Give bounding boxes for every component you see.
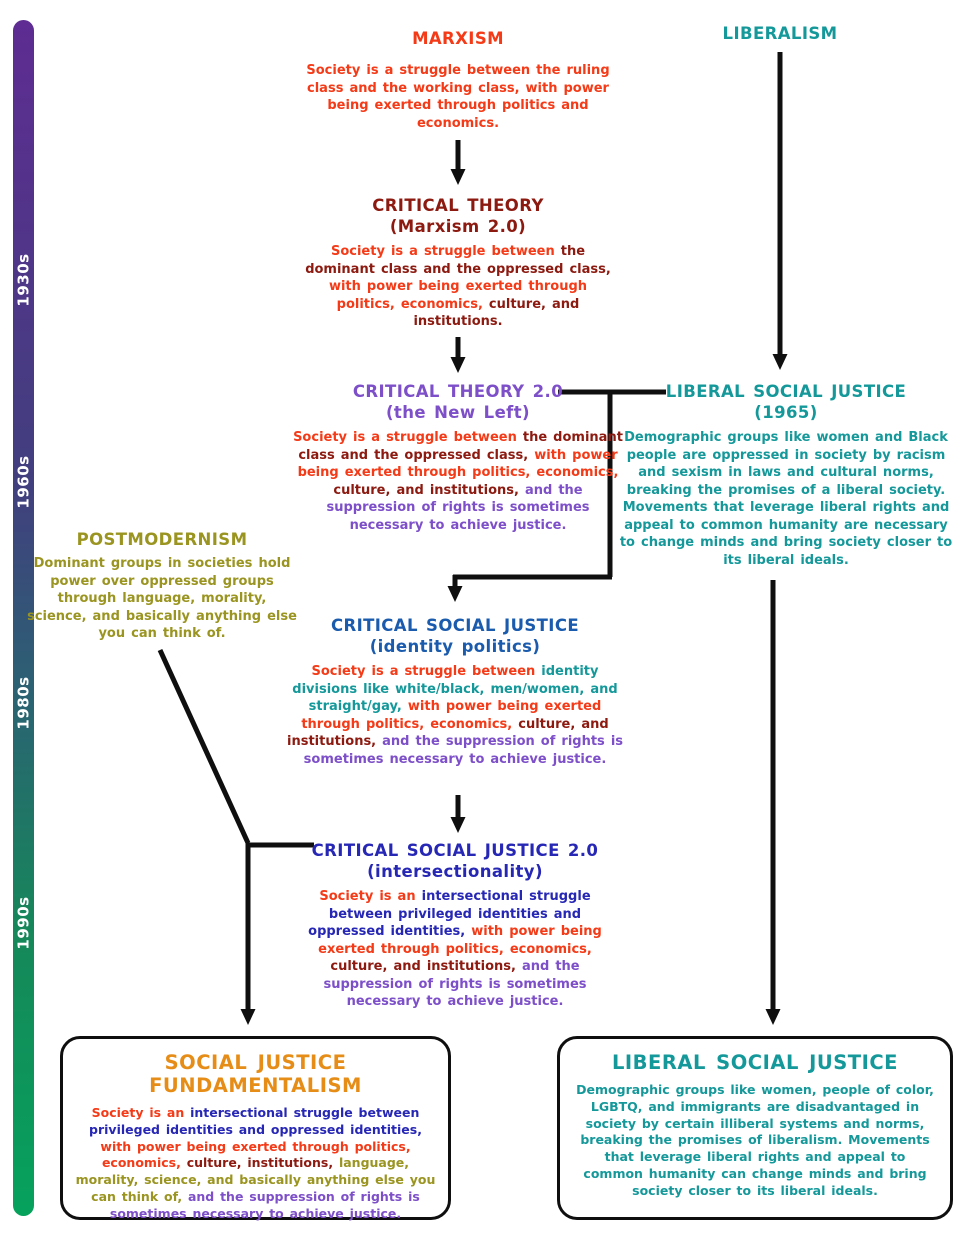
timeline-label-1930s xyxy=(13,240,34,320)
timeline-label-1990s xyxy=(13,883,34,963)
decade-label: 1930s xyxy=(14,253,33,307)
lsj-final-title: LIBERAL SOCIAL JUSTICE xyxy=(611,1051,898,1074)
critical-theory-2-subtitle: (the New Left) xyxy=(385,403,530,422)
postmodernism-node xyxy=(37,529,287,550)
lsj-1965-description: Demographic groups like women and Black people are oppressed in society by racism and sexism in laws and cultural norms, breaking the promises of a liberal society. Movements that leverage liberal rights and appeal to common humanity are necessary to change minds and bring society closer to its liberal ideals. xyxy=(619,430,953,568)
critical-theory-title: CRITICAL THEORY xyxy=(372,196,544,215)
line-postmodernism-diagonal xyxy=(160,650,248,843)
csj-description: Society is a struggle between identity divisions like white/black, men/women, and straight/gay, with power being exerted through politics, economics, culture, and institutions, and the suppression of rights is sometimes necessary to achieve justice. xyxy=(287,664,624,767)
csj-title: CRITICAL SOCIAL JUSTICE xyxy=(330,616,580,635)
critical-social-justice-node xyxy=(295,615,615,657)
critical-social-justice-2-node xyxy=(295,840,615,882)
social-justice-fundamentalism-box xyxy=(60,1036,451,1220)
critical-theory-2-description: Society is a struggle between the dominant class and the oppressed class, with power being exerted through politics, economics, culture, and institutions, and the suppression of rights is sometimes necessary to achieve justice. xyxy=(293,430,623,533)
marxism-node xyxy=(308,28,608,49)
lsj-1965-title: LIBERAL SOCIAL JUSTICE xyxy=(665,382,907,401)
postmodernism-title: POSTMODERNISM xyxy=(76,530,248,549)
critical-theory-description: Society is a struggle between the dominant class and the oppressed class, with power being exerted through politics, economics, culture, and institutions. xyxy=(305,244,611,329)
critical-theory-2-node xyxy=(298,381,618,423)
sjf-description: Society is an intersectional struggle between privileged identities and oppressed identities, with power being exerted through politics, economics, culture, institutions, language, morality, science, and basically anything else you can think of, and the suppression of rights is sometimes necessary to achieve justice. xyxy=(75,1105,436,1221)
timeline-label-1960s xyxy=(13,442,34,522)
liberal-social-justice-box xyxy=(557,1036,953,1220)
critical-theory-subtitle: (Marxism 2.0) xyxy=(389,217,527,236)
liberalism-node xyxy=(680,23,880,44)
marxism-description: Society is a struggle between the ruling class and the working class, with power being exerted through politics and economics. xyxy=(306,63,610,131)
critical-theory-node xyxy=(308,195,608,237)
sjf-title: SOCIAL JUSTICE FUNDAMENTALISM xyxy=(149,1051,362,1097)
decade-label: 1960s xyxy=(14,455,33,509)
postmodernism-description: Dominant groups in societies hold power over oppressed groups through language, morality, science, and basically anything else you can think of. xyxy=(27,556,297,641)
lsj-final-description: Demographic groups like women, people of color, LGBTQ, and immigrants are disadvantaged in society by certain illiberal systems and norms, breaking the promises of liberalism. Movements that leverage liberal rights and appeal to common humanity can change minds and bring society closer to its liberal ideals. xyxy=(576,1082,934,1198)
critical-theory-2-title: CRITICAL THEORY 2.0 xyxy=(352,382,564,401)
csj2-title: CRITICAL SOCIAL JUSTICE 2.0 xyxy=(311,841,599,860)
liberalism-title: LIBERALISM xyxy=(722,24,838,43)
liberal-social-justice-1965-node xyxy=(626,381,946,423)
marxism-title: MARXISM xyxy=(412,29,504,48)
csj2-description: Society is an intersectional struggle between privileged identities and oppressed identities, with power being exerted through politics, economics, culture, and institutions, and the suppression of rights is sometimes necessary to achieve justice. xyxy=(308,889,602,1009)
csj2-subtitle: (intersectionality) xyxy=(367,862,543,881)
timeline-label-1980s xyxy=(13,663,34,743)
csj-subtitle: (identity politics) xyxy=(369,637,541,656)
lsj-1965-subtitle: (1965) xyxy=(754,403,818,422)
decade-label: 1980s xyxy=(14,676,33,730)
decade-label: 1990s xyxy=(14,896,33,950)
